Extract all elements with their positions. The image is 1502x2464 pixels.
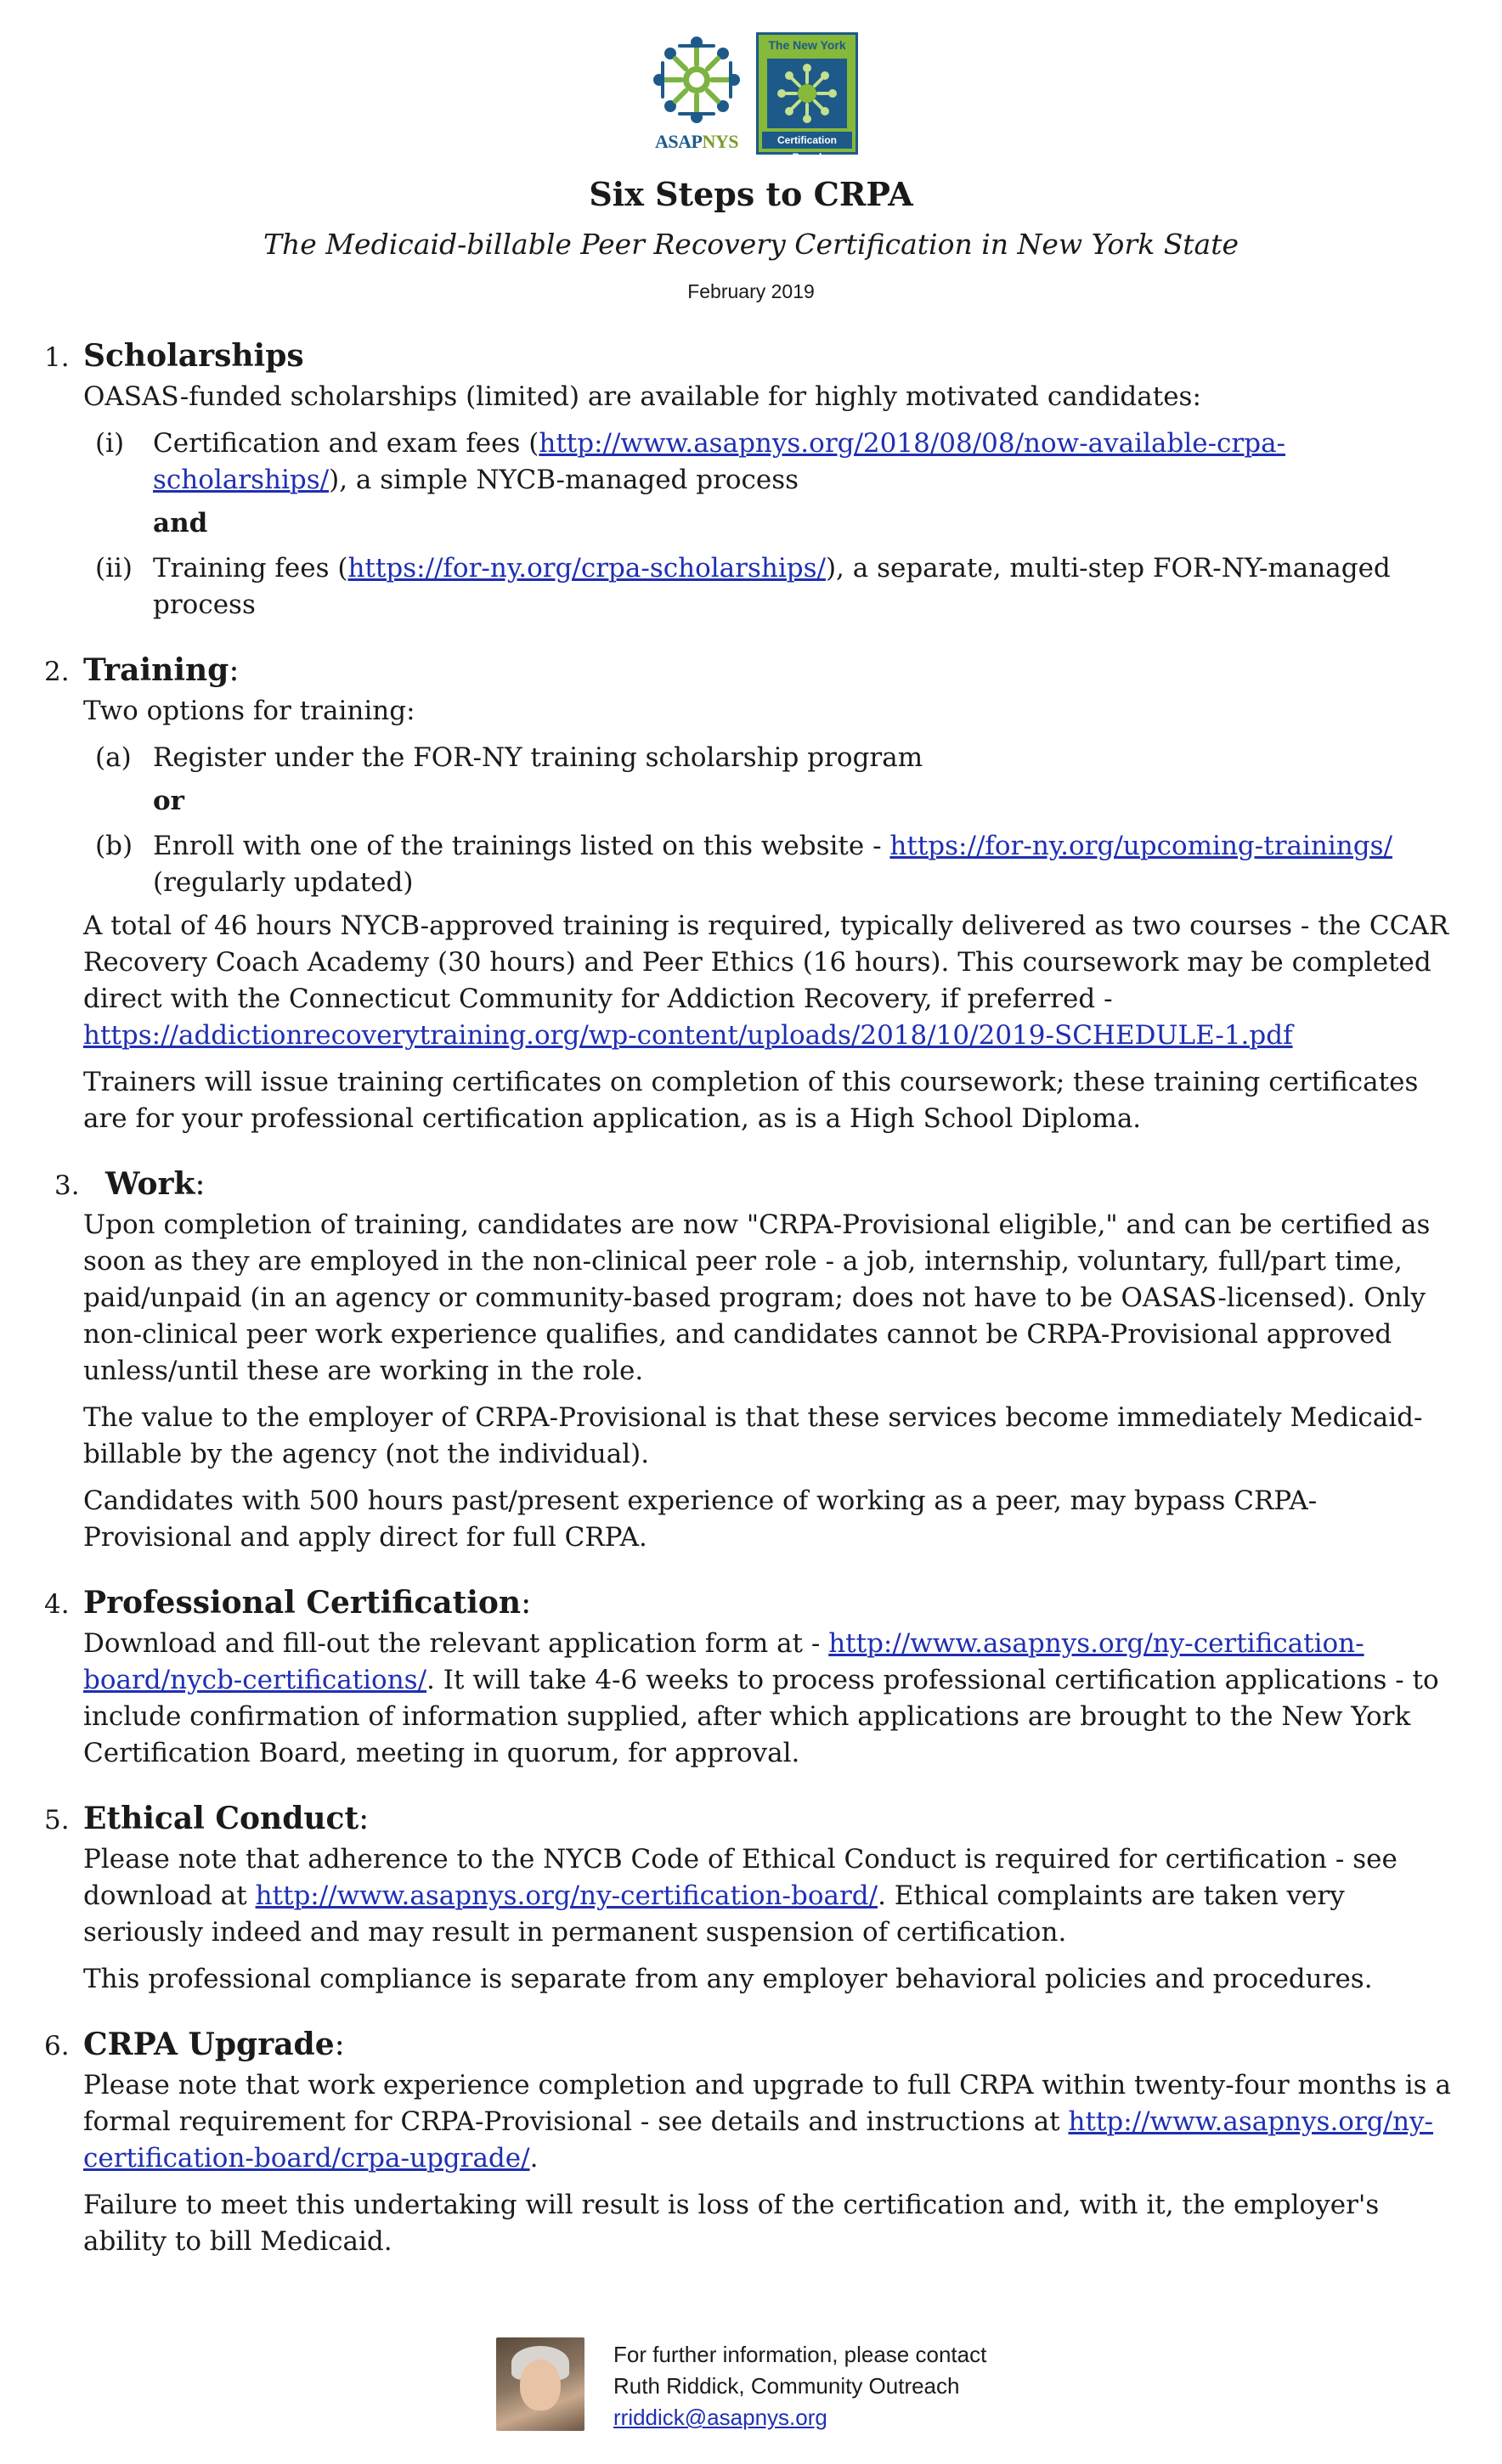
connector-and: and (153, 508, 208, 538)
section-title: CRPA Upgrade (83, 2027, 335, 2062)
crpa-scholarships-link[interactable]: http://www.asapnys.org/2018/08/08/now-available-crpa-scholarships/ (153, 428, 1286, 495)
document-date: February 2019 (687, 280, 815, 302)
section-body (83, 2067, 1463, 2260)
contact-name: Ruth Riddick, Community Outreach (613, 2373, 960, 2399)
certification-paragraph: Download and fill-out the relevant application form at - http://www.asapnys.org/ny-certification-board/nycb-certifications/. It will take 4-6 weeks to process professional certification applications - to include confirmation of information supplied, after which applications are brought to the New York Certification Board, meeting in quorum, for approval. (83, 1628, 1439, 1768)
page-subtitle: The Medicaid-billable Peer Recovery Certification in New York State (263, 228, 1239, 261)
connector-or: or (153, 786, 185, 816)
option-text: Certification and exam fees (http://www.asapnys.org/2018/08/08/now-available-crpa-scholarships/), a simple NYCB-managed process (153, 428, 1286, 495)
header-logos (642, 31, 863, 163)
section-heading: 2. Training : (44, 652, 1463, 693)
step-work (44, 1166, 1463, 1556)
board-logo-emblem (767, 59, 847, 128)
training-certificates-paragraph: Trainers will issue training certificates on completion of this coursework; these training certificates are for your professional certification application, as is a High School Diploma. (83, 1067, 1419, 1134)
compliance-paragraph: This professional compliance is separate from any employer behavioral policies and procedures. (83, 1964, 1373, 1994)
section-body (83, 379, 1463, 623)
contact-email-link[interactable]: rriddick@asapnys.org (613, 2405, 827, 2430)
certification-board-logo (756, 32, 858, 163)
nycb-certifications-link[interactable]: http://www.asapnys.org/ny-certification-board/nycb-certifications/ (83, 1628, 1364, 1695)
section-intro: Two options for training: (83, 696, 415, 726)
board-logo-top-text: The New York (768, 38, 846, 52)
upgrade-paragraph: Please note that work experience completion and upgrade to full CRPA within twenty-four months is a formal requirement for CRPA-Provisional - see details and instructions at http://www.asapnys.org/ny-certification-board/crpa-upgrade/. (83, 2070, 1451, 2174)
section-number: 5. (44, 1805, 70, 1835)
section-number: 4. (44, 1589, 70, 1620)
people-circle-icon (642, 31, 751, 131)
training-schedule-link[interactable]: https://addictionrecoverytraining.org/wp-content/uploads/2018/10/2019-SCHEDULE-1.pdf (83, 1020, 1293, 1051)
contact-block (496, 2337, 986, 2433)
board-people-icon (767, 59, 847, 128)
ethics-paragraph: Please note that adherence to the NYCB Code of Ethical Conduct is required for certification - see download at http://www.asapnys.org/ny-certification-board/. Ethical complaints are taken very seriously indeed and may result in permanent suspension of certification. (83, 1844, 1398, 1948)
page-title: Six Steps to CRPA (589, 175, 913, 213)
section-title: Scholarships (83, 338, 304, 374)
work-eligibility-paragraph: Upon completion of training, candidates are now "CRPA-Provisional eligible," and can be certified as soon as they are employed in the non-clinical peer role - a job, internship, voluntary, full/part time, paid/unpaid (in an agency or community-based program; does not have to be OASAS-licensed). Only non-clinical peer work experience qualifies, and candidates cannot be CRPA-Provisional approved unless/until these are working in the role. (83, 1209, 1431, 1386)
section-number: 6. (44, 2031, 70, 2061)
section-intro: OASAS-funded scholarships (limited) are available for highly motivated candidates: (83, 381, 1201, 412)
contact-photo (496, 2337, 584, 2431)
failure-paragraph: Failure to meet this undertaking will result is loss of the certification and, with it, the employer's ability to bill Medicaid. (83, 2190, 1380, 2257)
section-body (83, 1207, 1463, 1556)
section-title: Ethical Conduct (83, 1801, 359, 1836)
option-text: Enroll with one of the trainings listed on this website - https://for-ny.org/upcoming-trainings/ (regularly updated) (153, 831, 1392, 898)
steps-content (44, 338, 1463, 2289)
step-training (44, 652, 1463, 1137)
option-i (83, 426, 1463, 499)
section-heading: 6. CRPA Upgrade : (44, 2027, 1463, 2067)
contact-text (613, 2337, 986, 2433)
section-body (83, 693, 1463, 1137)
section-heading (44, 338, 1463, 379)
contact-intro: For further information, please contact (613, 2342, 987, 2367)
step-professional-certification (44, 1585, 1463, 1772)
option-ii (83, 550, 1463, 623)
section-number: 3. (54, 1170, 80, 1201)
option-b (83, 828, 1463, 901)
option-text: Training fees (https://for-ny.org/crpa-scholarships/), a separate, multi-step FOR-NY-managed process (153, 553, 1391, 620)
asapnys-logo (642, 31, 751, 158)
option-label: (a) (95, 742, 132, 773)
step-crpa-upgrade (44, 2027, 1463, 2260)
section-body (83, 1841, 1463, 1998)
option-label: (b) (95, 831, 133, 861)
asapnys-wordmark: ASAPNYS (655, 131, 738, 152)
work-bypass-paragraph: Candidates with 500 hours past/present experience of working as a peer, may bypass CRPA-Provisional and apply direct for full CRPA. (83, 1486, 1318, 1553)
work-value-paragraph: The value to the employer of CRPA-Provisional is that these services become immediately Medicaid-billable by the agency (not the individual). (83, 1402, 1423, 1469)
section-title: Work (105, 1166, 195, 1202)
section-heading: 5. Ethical Conduct : (44, 1801, 1463, 1841)
certification-board-link[interactable]: http://www.asapnys.org/ny-certification-board/ (255, 1880, 878, 1911)
crpa-upgrade-link[interactable]: http://www.asapnys.org/ny-certification-board/crpa-upgrade/ (83, 2106, 1434, 2174)
section-title: Training (83, 652, 229, 688)
board-logo-bottom-text: Certification Board (762, 132, 852, 149)
option-text: Register under the FOR-NY training scholarship program (153, 742, 923, 773)
section-heading: 3. Work : (44, 1166, 1463, 1207)
option-a (83, 740, 1463, 776)
for-ny-scholarships-link[interactable]: https://for-ny.org/crpa-scholarships/ (347, 553, 826, 584)
section-title: Professional Certification (83, 1585, 522, 1621)
section-heading: 4. Professional Certification : (44, 1585, 1463, 1626)
section-number: 1. (44, 342, 70, 373)
option-label: (ii) (95, 553, 133, 584)
option-label: (i) (95, 428, 125, 459)
step-scholarships (44, 338, 1463, 623)
section-body (83, 1626, 1463, 1772)
training-hours-paragraph: A total of 46 hours NYCB-approved training is required, typically delivered as two courses - the CCAR Recovery Coach Academy (30 hours) and Peer Ethics (16 hours). This coursework may be completed direct with the Connecticut Community for Addiction Recovery, if preferred - https://addictionrecoverytraining.org/wp-content/uploads/2018/10/2019-SCHEDULE-1.pdf (83, 911, 1449, 1051)
section-number: 2. (44, 657, 70, 687)
upcoming-trainings-link[interactable]: https://for-ny.org/upcoming-trainings/ (889, 831, 1392, 861)
step-ethical-conduct (44, 1801, 1463, 1998)
